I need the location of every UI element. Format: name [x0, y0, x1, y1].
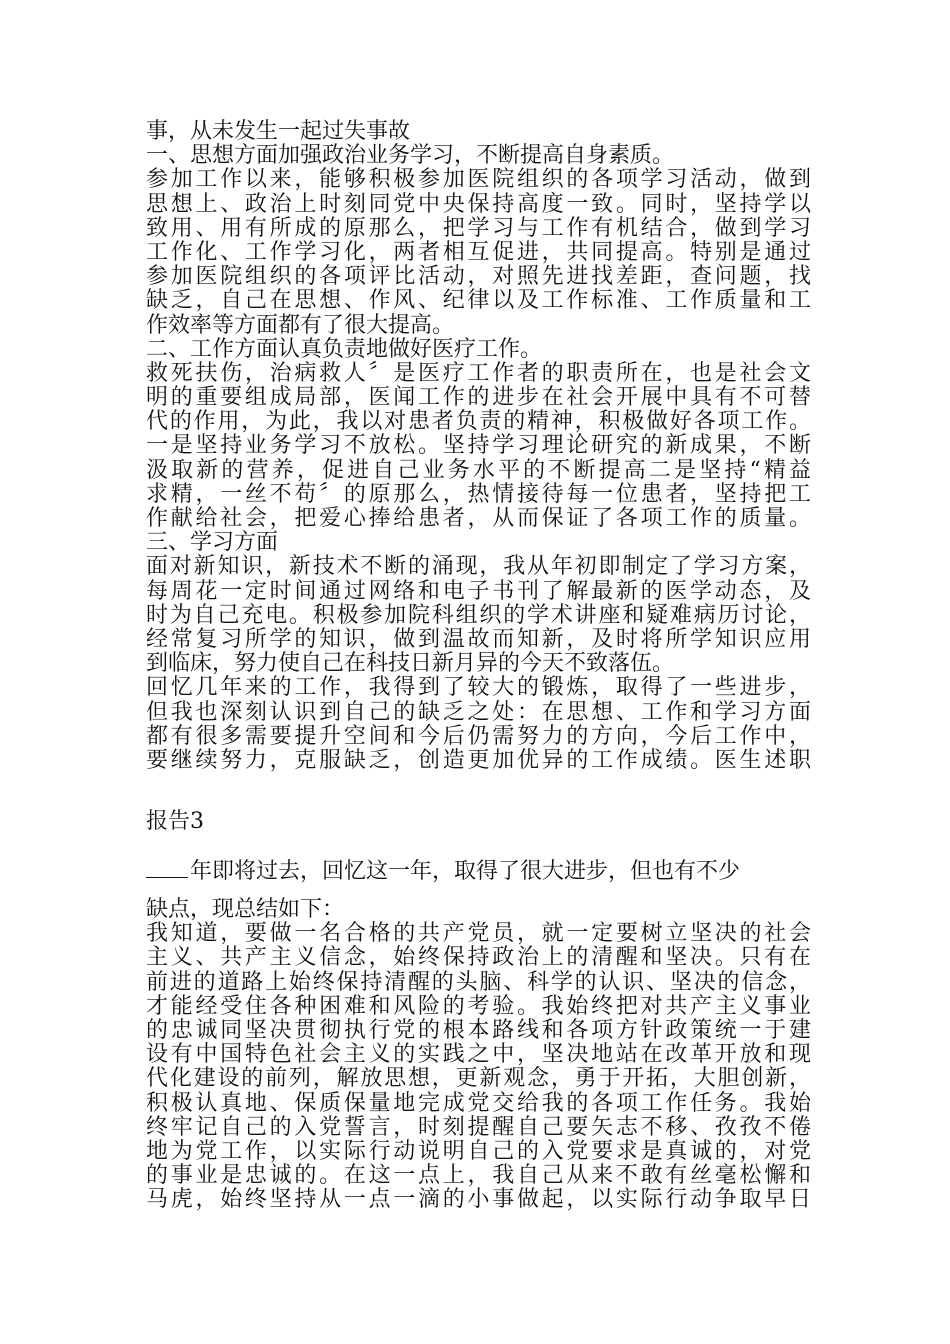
text-line: 积极认真地、保质保量地完成党交给我的各项工作任务。我始: [146, 1090, 811, 1116]
text-line: 到临床，努力使自己在科技日新月异的今天不致落伍。: [146, 651, 675, 677]
text-line: 求精，一丝不苟〞的原那么，热情接待每一位患者，坚持把工: [146, 481, 811, 507]
text-line: 地为党工作，以实际行动说明自己的入党要求是真诚的，对党: [146, 1138, 811, 1164]
text-line: 才能经受住各种困难和风险的考验。我始终把对共产主义事业: [146, 993, 811, 1019]
text-line: 参加医院组织的各项评比活动，对照先进找差距，查问题，找: [146, 264, 811, 290]
text-line: 三、学习方面: [146, 530, 279, 556]
text-line: 马虎，始终坚持从一点一滴的小事做起，以实际行动争取早日: [146, 1187, 811, 1213]
text-line: 时为自己充电。积极参加院科组织的学术讲座和疑难病历讨论，: [146, 602, 811, 628]
text-line: 的忠诚同坚决贯彻执行党的根本路线和各项方针政策统一于建: [146, 1017, 811, 1043]
text-line: 工作化、工作学习化，两者相互促进，共同提高。特别是通过: [146, 239, 811, 265]
text-line: 作献给社会，把爱心捧给患者，从而保证了各项工作的质量。: [146, 506, 811, 531]
year-intro-line: [146, 859, 810, 884]
text-line: 汲取新的营养，促进自己业务水平的不断提高二是坚持“精益: [146, 457, 811, 483]
text-line: 主义、共产主义信念，始终保持政治上的清醒和坚决。只有在: [146, 945, 811, 971]
text-line: 明的重要组成局部，医闻工作的进步在社会开展中具有不可替: [146, 385, 811, 411]
text-line: 作效率等方面都有了很大提高。: [146, 312, 455, 338]
text-line: 思想上、政治上时刻同党中央保持高度一致。同时，坚持学以: [146, 191, 811, 217]
text-line: 但我也深刻认识到自己的缺乏之处：在思想、工作和学习方面: [146, 699, 811, 725]
text-line: 代的作用，为此，我以对患者负责的精神，积极做好各项工作。: [146, 409, 811, 435]
text-line: 我知道，要做一名合格的共产党员，就一定要树立坚决的社会: [146, 921, 811, 947]
text-line: 代化建设的前列，解放思想，更新观念，勇于开拓，大胆创新，: [146, 1066, 811, 1092]
text-line: 一、思想方面加强政治业务学习，不断提高自身素质。: [146, 143, 675, 169]
text-line: 回忆几年来的工作，我得到了较大的锻炼，取得了一些进步，: [146, 675, 811, 701]
text-line: 一是坚持业务学习不放松。坚持学习理论研究的新成果，不断: [146, 433, 811, 459]
year-intro-text: 年即将过去，回忆这一年，取得了很大进步，但也有不少: [190, 859, 741, 884]
text-line: 参加工作以来，能够积极参加医院组织的各项学习活动，做到: [146, 167, 811, 193]
report-number-heading: 报告3: [146, 809, 204, 834]
text-line: 经常复习所学的知识，做到温故而知新，及时将所学知识应用: [146, 626, 811, 652]
text-line: 前进的道路上始终保持清醒的头脑、科学的认识、坚决的信念，: [146, 969, 811, 995]
text-line: 救死扶伤，治病救人〞是医疗工作者的职责所在，也是社会文: [146, 360, 811, 386]
text-line: 终牢记自己的入党誓言，时刻提醒自己要矢志不移、孜孜不倦: [146, 1114, 811, 1140]
text-line: 设有中国特色社会主义的实践之中，坚决地站在改革开放和现: [146, 1042, 811, 1068]
text-line: 面对新知识，新技术不断的涌现，我从年初即制定了学习方案，: [146, 554, 811, 580]
document-body-section-2: [146, 898, 811, 1212]
text-line: 要继续努力，克服缺乏，创造更加优异的工作成绩。医生述职: [146, 747, 811, 773]
blank-fill-underline: [146, 859, 188, 878]
document-body-section-1: [146, 120, 811, 773]
text-line: 事，从未发生一起过失事故: [146, 119, 411, 144]
text-line: 每周花一定时间通过网络和电子书刊了解最新的医学动态，及: [146, 578, 811, 604]
text-line: 的事业是忠诚的。在这一点上，我自己从来不敢有丝毫松懈和: [146, 1163, 811, 1189]
text-line: 致用、用有所成的原那么，把学习与工作有机结合，做到学习: [146, 215, 811, 241]
text-line: 缺点，现总结如下：: [146, 897, 345, 922]
text-line: 缺乏，自己在思想、作风、纪律以及工作标准、工作质量和工: [146, 288, 811, 314]
text-line: 二、工作方面认真负责地做好医疗工作。: [146, 336, 543, 362]
text-line: 都有很多需要提升空间和今后仍需努力的方向，今后工作中，: [146, 723, 811, 749]
